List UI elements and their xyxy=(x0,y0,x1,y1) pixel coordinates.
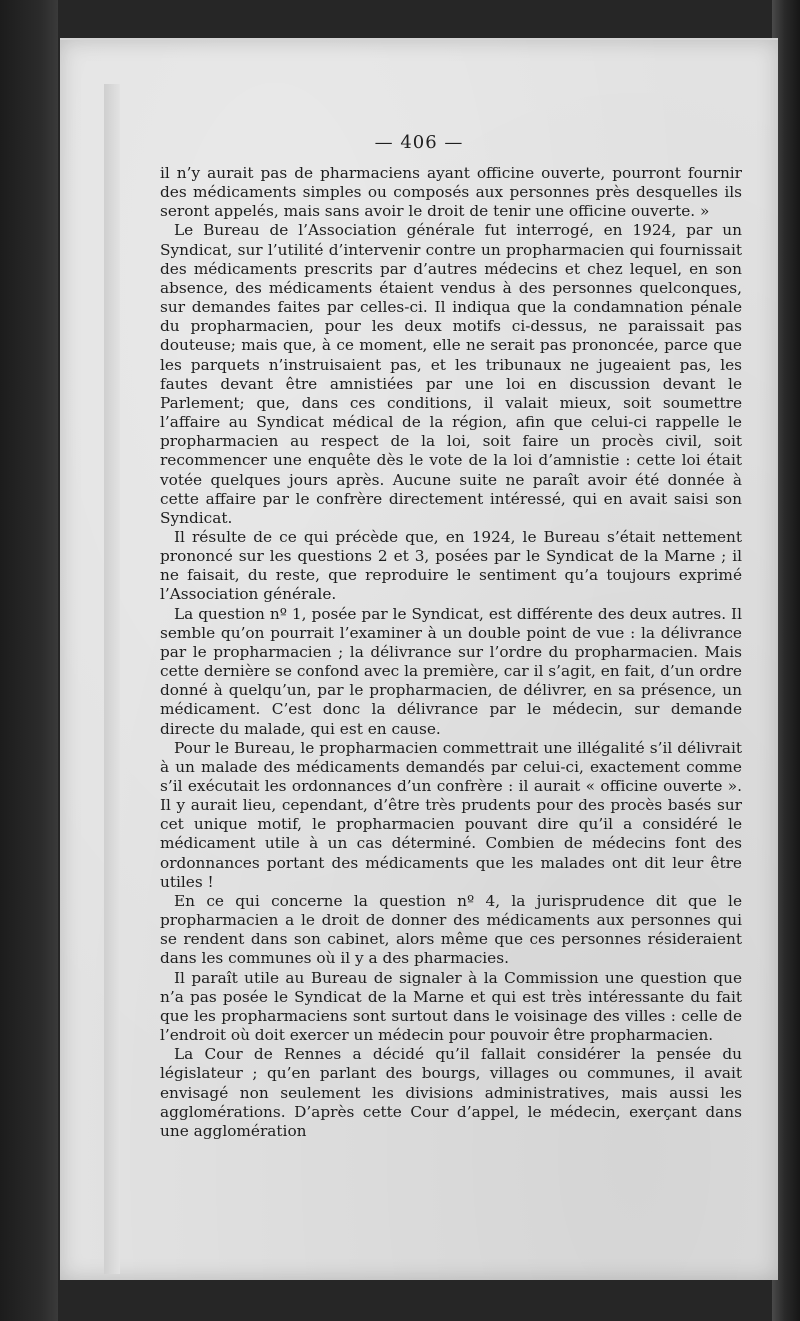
book-page xyxy=(60,38,778,1280)
paragraph-8: La Cour de Rennes a décidé qu’il fallait considérer la pensée du législateur ; qu’en parlant des bourgs, villages ou communes, il avait envisagé non seulement les divisions administratives, mais aussi les agglomérations. D’après cette Cour d’appel, le médecin, exerçant dans une agglomération xyxy=(160,1045,742,1140)
paragraph-5: Pour le Bureau, le propharmacien commettrait une illégalité s’il délivrait à un malade des médicaments demandés par celui-ci, exactement comme s’il exécutait les ordonnances d’un confrère : il aurait « officine ouverte ». Il y aurait lieu, cependant, d’être très prudents pour des procès basés sur cet unique motif, le propharmacien pouvant dire qu’il a considéré le médicament utile à un cas déterminé. Combien de médecins font des ordonnances portant des médicaments que les malades ont dit leur être utiles ! xyxy=(160,738,742,891)
paragraph-3: Il résulte de ce qui précède que, en 1924, le Bureau s’était nettement prononcé sur les questions 2 et 3, posées par le Syndicat de la Marne ; il ne faisait, du reste, que reproduire le sentiment qu’a toujours exprimé l’Association générale. xyxy=(160,527,742,604)
scan-border-left xyxy=(0,0,58,1321)
paragraph-7: Il paraît utile au Bureau de signaler à la Commission une question que n’a pas posée le Syndicat de la Marne et qui est très intéressante du fait que les propharmaciens sont surtout dans le voisinage des villes : celle de l’endroit où doit exercer un médecin pour pouvoir être propharmacien. xyxy=(160,968,742,1045)
body-text xyxy=(160,164,742,1141)
page-fold-shadow xyxy=(104,84,120,1274)
page-number: — 406 — xyxy=(374,132,464,153)
paragraph-4: La question nº 1, posée par le Syndicat, est différente des deux autres. Il semble qu’on pourrait l’examiner à un double point de vue : la délivrance par le propharmacien ; la délivrance sur l’ordre du propharmacien. Mais cette dernière se confond avec la première, car il s’agit, en fait, d’un ordre donné à quelqu’un, par le propharmacien, de délivrer, en sa présence, un médicament. C’est donc la délivrance par le médecin, sur demande directe du malade, qui est en cause. xyxy=(160,604,742,738)
paragraph-2: Le Bureau de l’Association générale fut interrogé, en 1924, par un Syndicat, sur l’utilité d’intervenir contre un propharmacien qui fournissait des médicaments prescrits par d’autres médecins et chez lequel, en son absence, des médicaments étaient vendus à des personnes quelconques, sur demandes faites par celles-ci. Il indiqua que la condamnation pénale du propharmacien, pour les deux motifs ci-dessus, ne paraissait pas douteuse; mais que, à ce moment, elle ne serait pas prononcée, parce que les parquets n’instruisaient pas, et les tribunaux ne jugeaient pas, les fautes devant être amnistiées par une loi en discussion devant le Parlement; que, dans ces conditions, il valait mieux, soit soumettre l’affaire au Syndicat médical de la région, afin que celui-ci rappelle le propharmacien au respect de la loi, soit faire un procès civil, soit recommencer une enquête dès le vote de la loi d’amnistie : cette loi était votée quelques jours après. Aucune suite ne paraît avoir été donnée à cette affaire par le confrère directement intéressé, qui en avait saisi son Syndicat. xyxy=(160,221,742,527)
paragraph-1: il n’y aurait pas de pharmaciens ayant officine ouverte, pourront fournir des médicaments simples ou composés aux personnes près desquelles ils seront appelés, mais sans avoir le droit de tenir une officine ouverte. » xyxy=(160,164,742,221)
paragraph-6: En ce qui concerne la question nº 4, la jurisprudence dit que le propharmacien a le droit de donner des médicaments aux personnes qui se rendent dans son cabinet, alors même que ces personnes résideraient dans les communes où il y a des pharmacies. xyxy=(160,891,742,968)
